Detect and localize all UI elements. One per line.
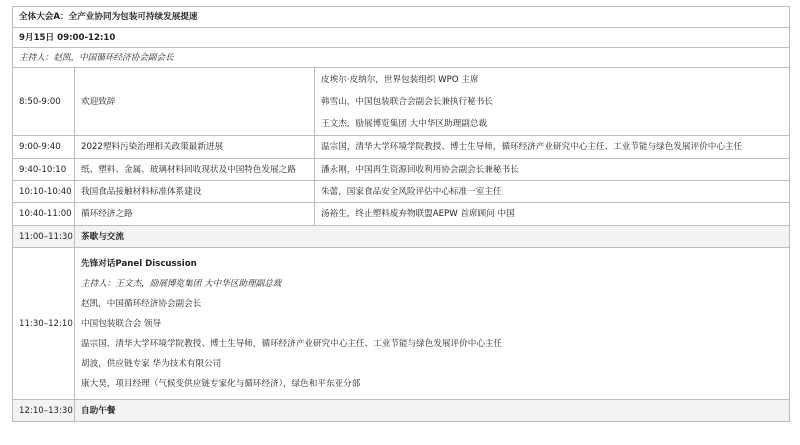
table-row xyxy=(13,136,790,159)
lunch-label: 自助午餐 xyxy=(75,400,790,422)
speaker-cell: 朱蕾，国家食品安全风险评估中心标准一室主任 xyxy=(315,181,790,203)
time-cell: 11:00–11:30 xyxy=(13,226,75,248)
panel-title: 先锋对话Panel Discussion xyxy=(81,258,197,269)
session-title: 全体大会A：全产业协同为包装可持续发展提速 xyxy=(13,7,790,28)
break-row xyxy=(13,226,790,248)
panel-member: 中国包装联合会 领导 xyxy=(81,318,162,329)
topic-cell: 纸、塑料、金属、玻璃材料回收现状及中国特色发展之路 xyxy=(75,159,315,181)
table-row xyxy=(13,68,790,136)
panel-member: 赵凯，中国循环经济协会副会长 xyxy=(81,298,202,309)
time-cell: 8:50-9:00 xyxy=(13,68,75,136)
panel-host: 主持人：王文杰，励展博览集团 大中华区助理副总裁 xyxy=(81,278,282,289)
agenda-table xyxy=(12,6,790,422)
speaker-line: 王文杰，励展博览集团 大中华区助理副总裁 xyxy=(321,118,488,129)
lunch-row xyxy=(13,400,790,422)
topic-cell: 我国食品接触材料标准体系建设 xyxy=(75,181,315,203)
table-row xyxy=(13,159,790,181)
panel-member: 温宗国，清华大学环境学院教授、博士生导师，循环经济产业研究中心主任、工业节能与绿色发展评价中心主任 xyxy=(81,338,503,349)
time-cell: 9:40-10:10 xyxy=(13,159,75,181)
speaker-cell: 潘永刚，中国再生资源回收利用协会副会长兼秘书长 xyxy=(315,159,790,181)
break-label: 茶歇与交流 xyxy=(75,226,790,248)
speaker-cell xyxy=(315,68,790,136)
time-cell: 10:10-10:40 xyxy=(13,181,75,203)
time-cell: 10:40-11:00 xyxy=(13,203,75,226)
time-cell: 9:00-9:40 xyxy=(13,136,75,159)
session-host: 主持人：赵凯，中国循环经济协会副会长 xyxy=(13,48,790,68)
session-host-row xyxy=(13,48,790,68)
panel-cell xyxy=(75,248,790,400)
panel-row xyxy=(13,248,790,400)
topic-cell: 2022塑料污染治理相关政策最新进展 xyxy=(75,136,315,159)
speaker-cell: 温宗国，清华大学环境学院教授、博士生导师，循环经济产业研究中心主任、工业节能与绿色发展评价中心主任 xyxy=(315,136,790,159)
session-date: 9月15日 09:00-12:10 xyxy=(13,28,790,48)
speaker-line: 皮埃尔·皮纳尔，世界包装组织 WPO 主席 xyxy=(321,74,479,85)
speaker-line: 韩雪山，中国包装联合会副会长兼执行秘书长 xyxy=(321,96,493,107)
topic-cell: 循环经济之路 xyxy=(75,203,315,226)
time-cell: 11:30–12:10 xyxy=(13,248,75,400)
table-row xyxy=(13,181,790,203)
panel-member: 康大昊，项目经理（气候变供应链专家化与循环经济），绿色和平东亚分部 xyxy=(81,378,361,389)
time-cell: 12:10–13:30 xyxy=(13,400,75,422)
panel-member: 胡波，供应链专家 华为技术有限公司 xyxy=(81,358,222,369)
session-date-row xyxy=(13,28,790,48)
table-row xyxy=(13,203,790,226)
session-title-row xyxy=(13,7,790,28)
speaker-cell: 汤裕生，终止塑料废弃物联盟AEPW 首席顾问 中国 xyxy=(315,203,790,226)
topic-cell: 欢迎致辞 xyxy=(75,68,315,136)
